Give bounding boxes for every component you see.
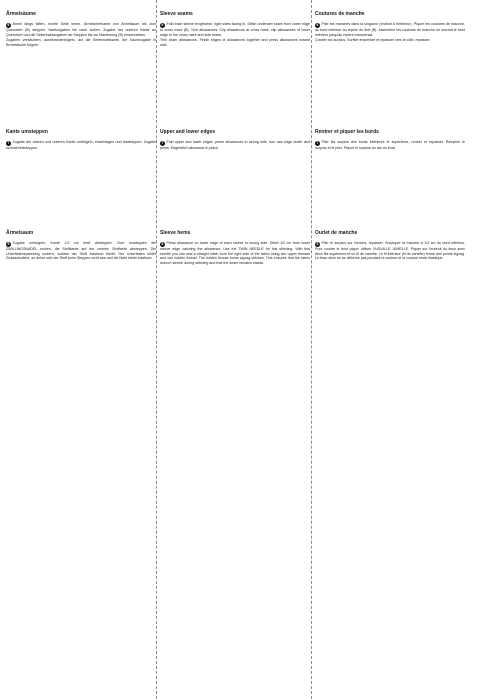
column-divider [311, 0, 312, 699]
instruction-paragraph [6, 22, 156, 37]
section-sleeve-hems [160, 230, 310, 266]
step-number-badge: 8 [161, 242, 164, 246]
step-number-badge: 8 [316, 242, 319, 246]
section-sleeve-hems [6, 230, 156, 262]
section-edges [315, 129, 465, 152]
column-divider [156, 0, 157, 699]
section-sleeve-seams [6, 11, 156, 48]
instruction-paragraph [6, 241, 156, 261]
section-edges [160, 129, 310, 152]
section-title: Coutures de manche [315, 11, 365, 17]
instruction-paragraph [160, 241, 310, 265]
instruction-text: Plier les manches dans la longueur (endroit à l'intérieur). Piquer les coutures de manche, du bord inférieur au repère du tiret (B). Assembler les coutures de manche en suivant le bord inférieur jusqu'au repère transversal. [315, 22, 465, 37]
section-title: Kante umsteppen [6, 129, 48, 135]
instruction-text: Zugabe umbügeln, Kante 1/2 cm breit absteppen. Zum umsteppen die ZWILLINGSNADEL nutzen, die Stoffkante auf der rechten Stoffseite absteppen. Die Unterfadenspannung lockern, sodass der Stoff elastisch bleibt. Der Unterfaden bildet Zickzackstiche, so dehnt sich der Stoff beim Steppen nicht aus und die Naht bleibt elastisch. [6, 241, 156, 260]
step-number-badge: 7 [161, 141, 164, 145]
instruction-text: Zugabe der oberen und unteren Kante umbügeln, einschlagen und feststeppen. Zugabe schmal feststeppen. [6, 140, 156, 150]
section-title: Rentrer et piquer les bords [315, 129, 379, 135]
section-title: Ärmelsäume [6, 11, 37, 17]
step-number-badge: 7 [316, 141, 319, 145]
instruction-paragraph [6, 140, 156, 151]
section-sleeve-seams [160, 11, 310, 48]
step-number-badge: 6 [161, 23, 164, 27]
instruction-text: Fold upper and lower edges, press allowances to wrong side, turn raw edge under and press. Edgestitch allowance in place. [160, 140, 310, 150]
step-number-badge: 6 [7, 23, 10, 27]
step-number-badge: 6 [316, 23, 319, 27]
instruction-paragraph [315, 140, 465, 151]
section-sleeve-hems [315, 230, 465, 262]
section-sleeve-seams [315, 11, 465, 44]
step-number-badge: 8 [7, 242, 10, 246]
section-title: Ärmelsaum [6, 230, 34, 236]
instruction-paragraph: Trim lower allowances. Finish edges of allowances together and press allowances toward side. [160, 38, 310, 47]
instruction-text: Plier le surplus sur l'envers, repasser. Surpiquer la manche à 1/2 cm du bord inférieur. Pour coudre le bord piqué, utiliser l'AIGUILLE JUMELLE. Piquer sur l'endroit du tissu avec deux fils supérieurs et un fil de canette. Le fil inférieur (fil de canette) forme des points zigzag. Le tissu ainsi ne se déforme pas pendant la couture et la couture reste élastique. [315, 241, 465, 260]
instruction-paragraph [160, 140, 310, 151]
section-title: Upper and lower edges [160, 129, 216, 135]
section-title: Sleeve hems [160, 230, 191, 236]
instruction-text: Press allowance on lower edge of each sleeve to wrong side. Stitch 1/2 cm from lower sleeve edge catching the allowance. Use the TWIN NEEDLE for this stitching. With this needle you can sew a straight stitch from the right side of the fabric using two upper threads and one bobbin thread. The bobbin thread forms zigzag stitches. This ensures that the fabric doesn't stretch during stitching and that the seam remains elastic. [160, 241, 310, 265]
instruction-paragraph [315, 22, 465, 37]
section-edges [6, 129, 156, 152]
section-title: Ourlet de manche [315, 230, 358, 236]
instruction-paragraph [315, 241, 465, 261]
instruction-text: Ärmel längs falten, rechte Seite innen. Ärmelunterkante von Ärmelsaum bis zum Querstrich (B) steppen. Nahtzugaben bis nach außen. Zugabe der unteren Kante an Querstrich und die Seitennahtzugaben ab Steppen bis zur Markierung (B) einschneiden. [6, 22, 156, 37]
instruction-paragraph: Zugaben versäubern, auseinanderbügeln, auf die Seitennahtkante, die Saumzugabe in Ärmelsäume bügeln. [6, 38, 156, 47]
section-title: Sleeve seams [160, 11, 193, 17]
instruction-text: Fold each sleeve lengthwise, right sides facing in. Stitch underarm seam from lower edge to cross mark (B). Trim allowances. Clip allowances at cross mark, clip allowances of lower edge to the cross mark and side seam. [160, 22, 310, 37]
instruction-paragraph: Cranter les surplus. Surfiler ensemble et repasser vers le côté, repasser. [315, 38, 431, 42]
instruction-paragraph [160, 22, 310, 37]
instruction-text: Plier les surplus des bords inférieurs et supérieurs, rentrer et repasser. Remplier le surplus et le plier. Piquer le surplus au ras du bord. [315, 140, 465, 150]
step-number-badge: 7 [7, 141, 10, 145]
